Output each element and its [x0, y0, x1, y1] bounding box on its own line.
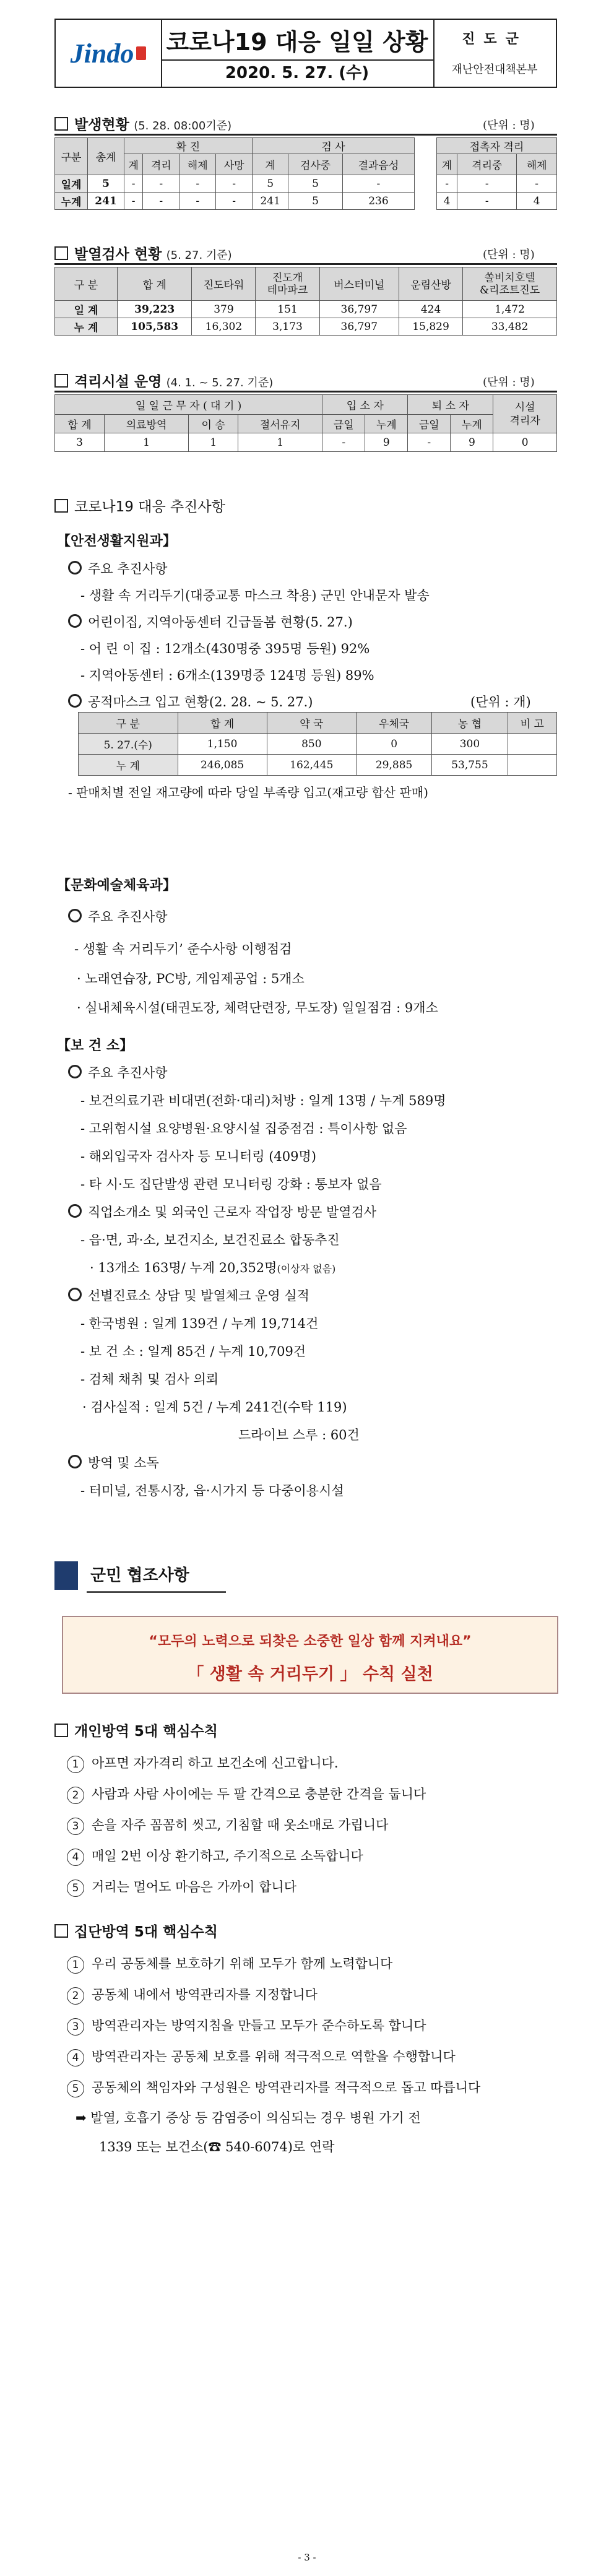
- text-line: - 검체 채취 및 검사 의뢰: [80, 1372, 219, 1387]
- report-date: 2020. 5. 27. (수): [225, 64, 370, 82]
- org-county: 진도군: [462, 31, 527, 47]
- square-bullet-icon: [54, 499, 68, 513]
- isolation-table: 일 일 근 무 자 ( 대 기 ) 입 소 자 퇴 소 자 시설 격리자 합 계 의료방역 이 송 절서유지 금일 누계 금일 누계 3 1 1 1 - 9 - 9 0: [54, 394, 557, 452]
- section-note: (4. 1. ~ 5. 27. 기준): [166, 376, 274, 389]
- text-line: · 노래연습장, PC방, 게임제공업 : 5개소: [77, 971, 305, 986]
- section-cooperation-title: 군민 협조사항: [90, 1566, 189, 1585]
- rule-item: 2 공동체 내에서 방역관리자를 지정합니다: [67, 1985, 318, 2005]
- rule-item: 3 손을 자주 꼼꼼히 씻고, 기침할 때 옷소매로 가립니다: [67, 1815, 388, 1835]
- circle-bullet-icon: [68, 561, 82, 575]
- table-row: 누 계 246,085 162,445 29,885 53,755: [79, 755, 557, 776]
- org-box: [433, 20, 556, 87]
- jindo-logo: [56, 20, 162, 87]
- text-line: - 보 건 소 : 일계 85건 / 누계 10,709건: [80, 1344, 306, 1359]
- circle-bullet-icon: [68, 614, 82, 628]
- dept-health-heading: 【보 건 소】: [57, 1038, 134, 1054]
- text-line: - 타 시·도 집단발생 관련 모니터링 강화 : 통보자 없음: [80, 1177, 382, 1192]
- rule-item: 5 거리는 멀어도 마음은 가까이 합니다: [67, 1877, 296, 1897]
- org-department: 재난안전대책본부: [451, 63, 538, 76]
- square-bullet-icon: [54, 1924, 68, 1938]
- unit-label: (단위 : 개): [470, 695, 531, 709]
- text-line: - 어 린 이 집 : 12개소(430명중 395명 등원) 92%: [80, 641, 370, 656]
- bullet-item: 주요 추진사항: [68, 559, 167, 578]
- rule-item: 1 아프면 자가격리 하고 보건소에 신고합니다.: [67, 1753, 339, 1773]
- text-line: - 지역아동센터 : 6개소(139명중 124명 등원) 89%: [80, 668, 374, 683]
- bullet-item: 직업소개소 및 외국인 근로자 작업장 방문 발열검사: [68, 1202, 376, 1221]
- th-confirmed: 확 진: [124, 138, 253, 154]
- report-header: [54, 19, 557, 88]
- dept-culture-heading: 【문화예술체육과】: [57, 877, 176, 893]
- title-box: [161, 20, 435, 87]
- dept-safety-heading: 【안전생활지원과】: [57, 533, 176, 549]
- circle-bullet-icon: [68, 909, 82, 922]
- text-line: · 검사실적 : 일계 5건 / 누계 241건(수탁 119): [82, 1400, 347, 1415]
- th-gubun: 구분: [55, 138, 88, 175]
- circle-bullet-icon: [68, 1288, 82, 1301]
- square-bullet-icon: [54, 117, 68, 131]
- unit-label: (단위 : 명): [483, 119, 535, 132]
- title-underline: [87, 1591, 226, 1593]
- text-line: - 생활 속 거리두기’ 준수사항 이행점검: [74, 942, 292, 956]
- fever-check-table: 구 분 합 계 진도타워 진도개 테마파크 버스터미널 운림산방 쏠비치호텔 &리조트진도 일 계 39,223 379 151 36,797 424 1,472 누 계 105,583 16,302 3,173 36,797 15,829 33,482: [54, 267, 557, 336]
- square-bullet-icon: [54, 246, 68, 260]
- text-line: - 생활 속 거리두기(대중교통 마스크 착용) 군민 안내문자 발송: [80, 588, 430, 603]
- section-divider: [54, 391, 557, 392]
- bullet-item: 선별진료소 상담 및 발열체크 운영 실적: [68, 1286, 309, 1304]
- rule-item: 2 사람과 사람 사이에는 두 팔 간격으로 충분한 간격을 둡니다: [67, 1784, 426, 1804]
- section-outbreak-title: 발생현황 (5. 28. 08:00기준): [54, 113, 231, 134]
- text-line: - 터미널, 전통시장, 읍·시가지 등 다중이용시설: [80, 1483, 344, 1498]
- banner-headline: 「 생활 속 거리두기 」 수칙 실천: [187, 1665, 433, 1684]
- text-line: - 읍·면, 과·소, 보건지소, 보건진료소 합동추진: [80, 1233, 340, 1247]
- section-fever-title: 발열검사 현황 (5. 27. 기준): [54, 243, 232, 263]
- campaign-banner: [62, 1616, 558, 1694]
- rule-item: 3 방역관리자는 방역지침을 만들고 모두가 준수하도록 합니다: [67, 2016, 426, 2036]
- section-divider: [54, 134, 557, 136]
- unit-label: (단위 : 명): [483, 248, 535, 261]
- th-col: 해제: [179, 154, 216, 175]
- text-line: 드라이브 스루 : 60건: [238, 1428, 360, 1442]
- bullet-item: 주요 추진사항: [68, 907, 167, 926]
- bullet-item: 공적마스크 입고 현황(2. 28. ~ 5. 27.): [68, 692, 313, 711]
- rule-item: 4 방역관리자는 공동체 보호를 위해 적극적으로 역할을 수행합니다: [67, 2047, 456, 2066]
- section-isolation-title: 격리시설 운영 (4. 1. ~ 5. 27. 기준): [54, 370, 273, 391]
- bullet-item: 주요 추진사항: [68, 1063, 167, 1082]
- section-divider: [54, 263, 557, 265]
- th-col: 결과음성: [342, 154, 414, 175]
- unit-label: (단위 : 명): [483, 376, 535, 389]
- th-col: 사망: [216, 154, 253, 175]
- th-col: 계: [124, 154, 143, 175]
- rule-item: 4 매일 2번 이상 환기하고, 주기적으로 소독합니다: [67, 1846, 363, 1866]
- th-tested: 검 사: [253, 138, 415, 154]
- table-row: 5. 27.(수) 1,150 850 0 300: [79, 734, 557, 755]
- th-col: 격리: [143, 154, 179, 175]
- bullet-item: 방역 및 소독: [68, 1453, 159, 1472]
- text-line: - 한국병원 : 일계 139건 / 누계 19,714건: [80, 1316, 319, 1331]
- square-bullet-icon: [54, 1724, 68, 1737]
- text-line: · 13개소 163명/ 누계 20,352명(이상자 없음): [90, 1260, 336, 1275]
- contact-isolation-table: 접촉자 격리 계 격리중 해제 - - - 4 - 4: [436, 137, 557, 210]
- group-rules-title: 집단방역 5대 핵심수칙: [54, 1920, 218, 1941]
- contact-note: ➡ 발열, 호흡기 증상 등 감염증이 의심되는 경우 병원 가기 전: [76, 2110, 421, 2125]
- circle-bullet-icon: [68, 1204, 82, 1218]
- rule-item: 1 우리 공동체를 보호하기 위해 모두가 함께 노력합니다: [67, 1954, 392, 1974]
- text-line: - 판매처별 전일 재고량에 따라 당일 부족량 입고(재고량 합산 판매): [68, 785, 428, 800]
- table-row: 일 계 39,223 379 151 36,797 424 1,472: [55, 301, 557, 318]
- text-line: - 보건의료기관 비대면(전화·대리)처방 : 일계 13명 / 누계 589명: [80, 1093, 446, 1108]
- circle-bullet-icon: [68, 1455, 82, 1468]
- section-response-title: 코로나19 대응 추진사항: [54, 495, 225, 516]
- table-row: 누 계 105,583 16,302 3,173 36,797 15,829 33,482: [55, 318, 557, 336]
- text-line: - 고위험시설 요양병원·요양시설 집중점검 : 특이사항 없음: [80, 1121, 407, 1136]
- section-square-icon: [54, 1561, 78, 1590]
- rule-item: 5 공동체의 책임자와 구성원은 방역관리자를 적극적으로 돕고 따릅니다: [67, 2078, 480, 2097]
- page-number: - 3 -: [298, 2552, 316, 2563]
- table-row: 누계 241 - - - - 241 5 236: [55, 193, 415, 210]
- banner-slogan: “모두의 노력으로 되찾은 소중한 일상 함께 지켜내요”: [149, 1634, 472, 1649]
- logo-text: Jindo: [70, 38, 134, 69]
- logo-flag-icon: [136, 46, 146, 60]
- text-line: - 해외입국자 검사자 등 모니터링 (409명): [80, 1149, 316, 1164]
- th-contact: 접촉자 격리: [437, 138, 557, 154]
- table-row: 일계 5 - - - - 5 5 -: [55, 175, 415, 193]
- table-row: 3 1 1 1 - 9 - 9 0: [55, 433, 557, 452]
- th-total: 총계: [88, 138, 124, 175]
- personal-rules-title: 개인방역 5대 핵심수칙: [54, 1720, 218, 1740]
- outbreak-table: [54, 137, 415, 210]
- circle-bullet-icon: [68, 1065, 82, 1078]
- mask-table: 구 분 합 계 약 국 우체국 농 협 비 고 5. 27.(수) 1,150 850 0 300 누 계 246,085 162,445 29,885 53,755: [78, 712, 557, 776]
- th-col: 계: [253, 154, 288, 175]
- contact-note: 1339 또는 보건소(☎ 540-6074)로 연락: [99, 2140, 335, 2154]
- section-note: (5. 28. 08:00기준): [134, 119, 232, 132]
- page-title: 코로나19 대응 일일 상황: [161, 25, 433, 61]
- bullet-item: 어린이집, 지역아동센터 긴급돌봄 현황(5. 27.): [68, 612, 353, 631]
- section-note: (5. 27. 기준): [166, 249, 232, 262]
- th-col: 검사중: [288, 154, 343, 175]
- square-bullet-icon: [54, 374, 68, 388]
- text-line: · 실내체육시설(태권도장, 체력단련장, 무도장) 일일점검 : 9개소: [77, 1000, 438, 1015]
- circle-bullet-icon: [68, 694, 82, 708]
